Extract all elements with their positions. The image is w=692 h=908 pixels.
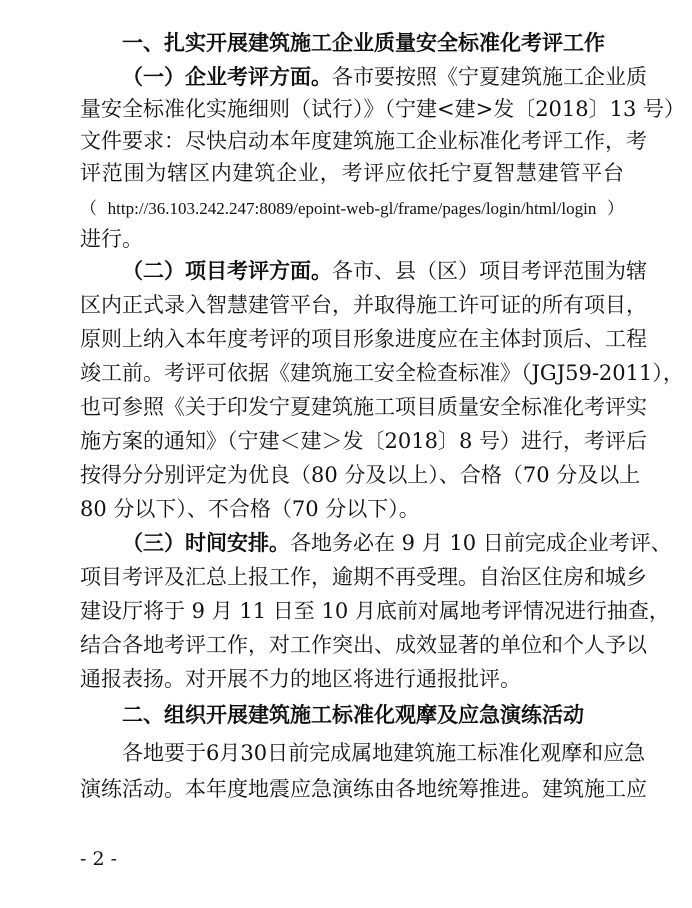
body-text: 各市、县（区）项目考评范围为辖 (332, 259, 647, 283)
body-text: 竣工前。考评可依据《建筑施工安全检查标准》（JGJ59-2011）， (80, 361, 684, 385)
paragraph-line (80, 630, 647, 660)
paragraph-line (80, 392, 647, 422)
paragraph-line (80, 774, 647, 804)
body-text: 演练活动。本年度地震应急演练由各地统筹推进。建筑施工应 (80, 777, 647, 801)
body-text: 结合各地考评工作，对工作突出、成效显著的单位和个人予以 (80, 633, 647, 657)
paragraph-line (122, 62, 647, 92)
paragraph-line (80, 290, 647, 320)
body-text: 区内正式录入智慧建管平台，并取得施工许可证的所有项目， (80, 293, 647, 317)
paragraph-line (80, 324, 647, 354)
page-number: - 2 - (80, 848, 118, 870)
paragraph-line (122, 738, 646, 768)
heading-text: 一、扎实开展建筑施工企业质量安全标准化考评工作 (122, 31, 605, 55)
paragraph-line (80, 494, 624, 524)
section-heading-1 (122, 28, 624, 58)
body-text: 评范围为辖区内建筑企业，考评应依托宁夏智慧建管平台 (80, 161, 624, 185)
paragraph-line (80, 94, 686, 124)
paragraph-line (80, 664, 624, 694)
body-text: 按得分分别评定为优良（80 分及以上）、合格（70 分及以上 (80, 463, 641, 487)
body-text: 通报表扬。对开展不力的地区将进行通报批评。 (80, 667, 521, 691)
body-text: 文件要求：尽快启动本年度建筑施工企业标准化考评工作，考 (80, 129, 647, 153)
paragraph-line (122, 528, 672, 558)
body-text: 建设厅将于 9 月 11 日至 10 月底前对属地考评情况进行抽查， (80, 599, 670, 623)
subheading-schedule: （三）时间安排。 (122, 530, 290, 555)
paragraph-line (80, 158, 624, 188)
body-text: 施方案的通知》（宁建＜建＞发〔2018〕8 号）进行，考评后 (80, 429, 647, 453)
platform-url: （http://36.103.242.247:8089/epoint-web-gl/frame/pages/login/html/login） (80, 199, 624, 218)
paragraph-line (80, 224, 624, 254)
body-text: 原则上纳入本年度考评的项目形象进度应在主体封顶后、工程 (80, 327, 647, 351)
paragraph-line (80, 126, 647, 156)
paragraph-line (80, 192, 624, 222)
body-text: 进行。 (80, 227, 143, 251)
body-text: 也可参照《关于印发宁夏建筑施工项目质量安全标准化考评实 (80, 395, 647, 419)
paragraph-line (80, 426, 647, 456)
subheading-project: （二）项目考评方面。 (122, 258, 332, 283)
paragraph-line (80, 358, 684, 388)
body-text: 各市要按照《宁夏建筑施工企业质 (332, 65, 647, 89)
paragraph-line (80, 460, 641, 490)
body-text: 各地务必在 9 月 10 日前完成企业考评、 (290, 531, 672, 555)
body-text: 各地要于6月30日前完成属地建筑施工标准化观摩和应急 (122, 741, 646, 765)
subheading-enterprise: （一）企业考评方面。 (122, 64, 332, 89)
heading-text: 二、组织开展建筑施工标准化观摩及应急演练活动 (122, 703, 584, 727)
body-text: 项目考评及汇总上报工作，逾期不再受理。自治区住房和城乡 (80, 565, 647, 589)
paragraph-line (122, 256, 647, 286)
body-text: 量安全标准化实施细则（试行）》（宁建<建>发〔2018〕13 号） (80, 97, 686, 121)
body-text: 80 分以下）、不合格（70 分以下）。 (80, 497, 420, 521)
section-heading-2 (122, 700, 624, 730)
paragraph-line (80, 596, 670, 626)
paragraph-line (80, 562, 647, 592)
